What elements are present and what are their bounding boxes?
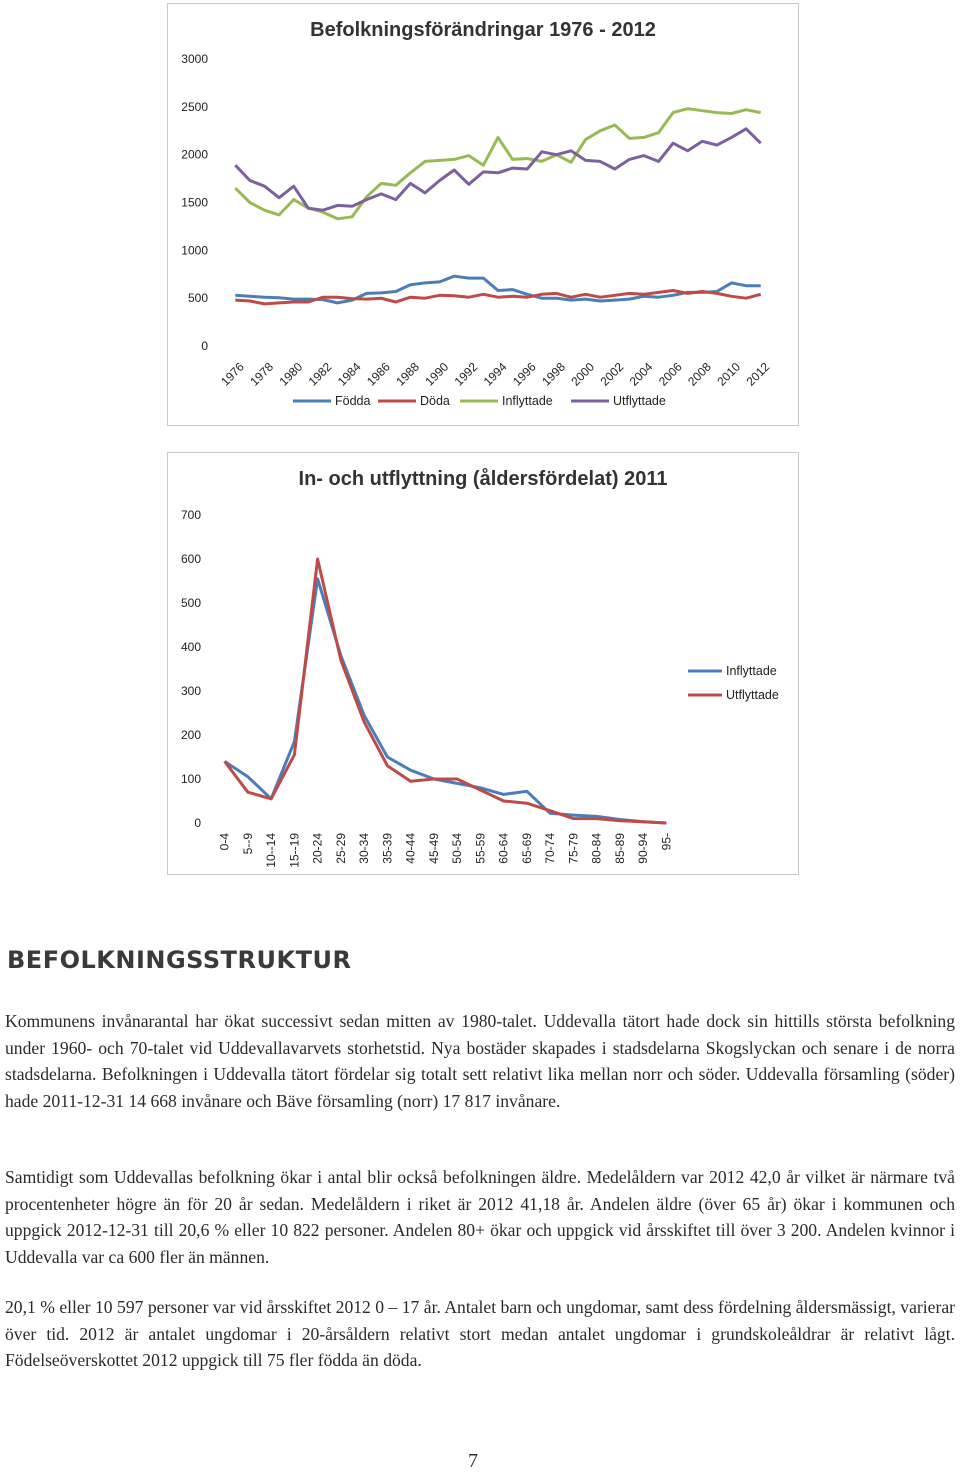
series-line-inflyttade xyxy=(235,109,760,219)
x-tick-label: 85-89 xyxy=(612,833,627,864)
x-tick-label: 35-39 xyxy=(380,833,395,864)
x-tick-label: 1986 xyxy=(364,359,393,389)
x-tick-label: 2006 xyxy=(655,359,685,389)
x-tick-label: 2004 xyxy=(626,359,656,389)
x-tick-label: 2002 xyxy=(597,359,627,389)
legend-label-d-da: Döda xyxy=(420,394,450,408)
x-tick-label: 25-29 xyxy=(333,833,348,864)
x-tick-label: 1990 xyxy=(422,359,452,389)
x-tick-label: 1992 xyxy=(451,359,481,389)
chart-title: In- och utflyttning (åldersfördelat) 2011 xyxy=(298,468,668,490)
series-line-inflyttade xyxy=(225,579,667,823)
y-tick-label: 3000 xyxy=(181,52,208,66)
x-tick-label: 30-34 xyxy=(357,833,372,864)
x-tick-label: 1996 xyxy=(509,359,539,389)
section-heading: BEFOLKNINGSSTRUKTUR xyxy=(7,946,352,974)
migration-by-age-chart-svg xyxy=(168,453,798,874)
x-tick-label: 80-84 xyxy=(589,833,604,864)
legend-label-utflyttade: Utflyttade xyxy=(613,394,666,408)
x-tick-label: 1982 xyxy=(305,359,335,389)
x-tick-label: 2008 xyxy=(685,359,714,389)
y-tick-label: 200 xyxy=(180,728,201,742)
paragraph-youth: 20,1 % eller 10 597 personer var vid årsskiftet 2012 0 – 17 år. Antalet barn och ungdomar, samt dess fördelning åldersmässigt, varierar över tid. 2012 är antalet ungdomar i 20-årsåldern relativt stort medan antalet ungdomar i grundskoleåldrar är relativt lågt. Födelseöverskottet 2012 uppgick till 75 fler födda än döda. xyxy=(5,1297,955,1370)
y-tick-label: 500 xyxy=(180,596,201,610)
y-tick-label: 100 xyxy=(180,772,201,786)
x-tick-label: 75-79 xyxy=(566,833,581,864)
population-change-chart xyxy=(167,3,799,426)
x-tick-label: 1988 xyxy=(393,359,422,389)
paragraph-population-growth: Kommunens invånarantal har ökat successivt sedan mitten av 1980-talet. Uddevalla tätort hade dock sin hittills största befolkning under 1960- och 70-talet vid Uddevallavarvets storhetstid. Nya bostäder skapades i stadsdelarna Skogslyckan och senare i de norra stadsdelarna. Befolkningen i Uddevalla tätort fördelar sig totalt sett relativt lika mellan norr och söder. Uddevalla församling (söder) hade 2011-12-31 14 668 invånare och Bäve församling (norr) 17 817 invånare. xyxy=(5,1011,955,1111)
y-tick-label: 2500 xyxy=(181,99,208,114)
x-tick-label: 2010 xyxy=(714,359,744,389)
y-tick-label: 0 xyxy=(201,339,208,353)
x-tick-label: 90-94 xyxy=(636,833,651,864)
legend-label-f-dda: Födda xyxy=(335,394,371,408)
x-tick-label: 2000 xyxy=(568,359,598,389)
y-tick-label: 300 xyxy=(180,684,201,698)
x-tick-label: 20-24 xyxy=(310,833,325,864)
y-tick-label: 2000 xyxy=(181,147,208,162)
x-tick-label: 1980 xyxy=(276,359,306,389)
x-tick-label: 60-64 xyxy=(496,833,511,864)
x-tick-label: 0-4 xyxy=(217,833,232,851)
y-tick-label: 700 xyxy=(180,508,201,522)
x-tick-label: 5--9 xyxy=(240,833,255,855)
x-tick-label: 1976 xyxy=(218,359,247,389)
x-tick-label: 1998 xyxy=(539,359,568,389)
y-tick-label: 1500 xyxy=(181,195,208,210)
population-change-chart-svg xyxy=(168,4,798,425)
series-line-d-da xyxy=(235,291,760,304)
x-tick-label: 15--19 xyxy=(287,833,302,868)
x-tick-label: 1984 xyxy=(334,359,364,389)
x-tick-label: 50-54 xyxy=(450,833,465,864)
y-tick-label: 1000 xyxy=(181,243,208,258)
x-tick-label: 70-74 xyxy=(543,833,558,864)
paragraph-aging: Samtidigt som Uddevallas befolkning ökar i antal blir också befolkningen äldre. Medelåldern var 2012 42,0 år vilket är närmare två procentenheter högre än för 20 år sedan. Medelåldern i riket är 2012 41,18 år. Andelen äldre (över 65 år) ökar i kommunen och uppgick 2012-12-31 till 20,6 % eller 10 822 personer. Andelen 80+ ökar och uppgick vid årsskiftet till över 3 200. Andelen kvinnor i Uddevalla var ca 600 fler än männen. xyxy=(5,1167,955,1267)
y-tick-label: 500 xyxy=(187,291,208,306)
x-tick-label: 55-59 xyxy=(473,833,488,864)
x-tick-label: 1978 xyxy=(247,359,277,389)
chart-title: Befolkningsförändringar 1976 - 2012 xyxy=(310,19,656,41)
y-tick-label: 600 xyxy=(180,552,201,566)
legend-label-utflyttade: Utflyttade xyxy=(726,688,779,702)
x-tick-label: 95- xyxy=(659,833,674,851)
x-tick-label: 10--14 xyxy=(264,833,279,868)
page-number: 7 xyxy=(468,1450,478,1472)
legend-label-inflyttade: Inflyttade xyxy=(726,664,777,678)
x-tick-label: 45-49 xyxy=(426,833,441,864)
x-tick-label: 1994 xyxy=(480,359,510,389)
x-tick-label: 2012 xyxy=(743,359,773,389)
series-line-utflyttade xyxy=(225,559,667,823)
y-tick-label: 0 xyxy=(194,816,201,830)
legend-label-inflyttade: Inflyttade xyxy=(502,394,553,408)
y-tick-label: 400 xyxy=(180,640,201,654)
series-line-utflyttade xyxy=(235,129,760,210)
migration-by-age-chart xyxy=(167,452,799,875)
x-tick-label: 65-69 xyxy=(519,833,534,864)
x-tick-label: 40-44 xyxy=(403,833,418,864)
